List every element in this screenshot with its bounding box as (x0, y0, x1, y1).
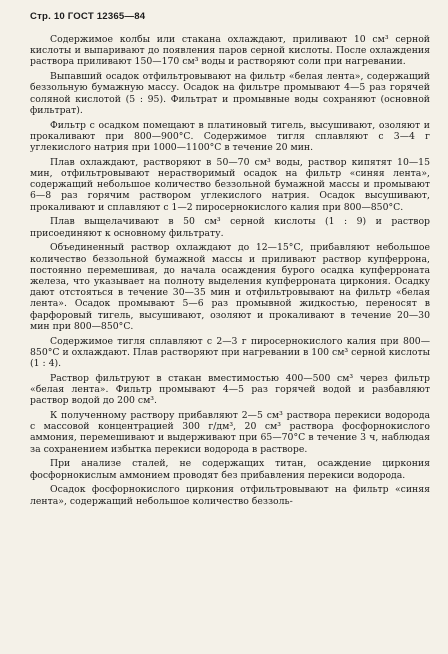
paragraph: Плав выщелачивают в 50 см³ серной кислоты (1 : 9) и раствор присоединяют к основному фильтрату. (30, 216, 430, 239)
paragraph: Фильтр с осадком помещают в платиновый тигель, высушивают, озоляют и прокаливают при 800—900°С. Содержимое тигля сплавляют с 3—4 г углекислого натрия при 1000—1100°С в течение 20 мин. (30, 119, 430, 154)
paragraph: Осадок фосфорнокислого циркония отфильтровывают на фильтр «синяя лента», содержащий небольшое количество беззоль- (30, 484, 430, 507)
paragraph: Выпавший осадок отфильтровывают на фильтр «белая лента», содержащий беззольную бумажную массу. Осадок на фильтре промывают 4—5 раз горячей соляной кислотой (5 : 95). Фильтрат и промывные воды сохраняют (основной фильтрат). (30, 71, 430, 116)
page-header: Стр. 10 ГОСТ 12365—84 (30, 11, 146, 22)
paragraph: Плав охлаждают, растворяют в 50—70 см³ воды, раствор кипятят 10—15 мин, отфильтровывают нерастворимый осадок на фильтр «синяя лента», содержащий небольшое количество беззольной бумажной массы и промывают 6—8 раз горячим раствором углекислого натрия. Осадок высушивают, прокаливают и сплавляют с 1—2 пиросернокислого калия при 800—850°С. (30, 156, 430, 213)
paragraph: При анализе сталей, не содержащих титан, осаждение циркония фосфорнокислым аммонием проводят без прибавления перекиси водорода. (30, 458, 430, 481)
paragraph: Содержимое колбы или стакана охлаждают, приливают 10 см³ серной кислоты и выпаривают до появления паров серной кислоты. После охлаждения раствора приливают 150—170 см³ воды и растворяют соли при нагревании. (30, 34, 430, 68)
paragraph: Содержимое тигля сплавляют с 2—3 г пиросернокислого калия при 800—850°С и охлаждают. Плав растворяют при нагревании в 100 см³ серной кислоты (1 : 4). (30, 335, 430, 370)
paragraph: Раствор фильтруют в стакан вместимостью 400—500 см³ через фильтр «белая лента». Фильтр промывают 4—5 раз горячей водой и разбавляют раствор водой до 200 см³. (30, 372, 430, 407)
paragraph: К полученному раствору прибавляют 2—5 см³ раствора перекиси водорода с массовой концентрацией 300 г/дм³, 20 см³ раствора фосфорнокислого аммония, перемешивают и выдерживают при 65—70°С в течение 3 ч, наблюдая за сохранением избытка перекиси водорода в растворе. (30, 410, 430, 455)
paragraph: Объединенный раствор охлаждают до 12—15°С, прибавляют небольшое количество беззольной бумажной массы и приливают раствор купферрона, постоянно перемешивая, до начала осаждения бурого осадка купферроната железа, что указывает на полноту выделения купферроната циркония. Осадку дают отстояться в течение 30—35 мин и отфильтровывают на фильтр «белая лента». Осадок промывают 5—6 раз промывной жидкостью, переносят в фарфоровый тигель, высушивают, озоляют и прокаливают в течение 20—30 мин при 800—850°С. (30, 242, 430, 332)
document-body (30, 34, 430, 510)
